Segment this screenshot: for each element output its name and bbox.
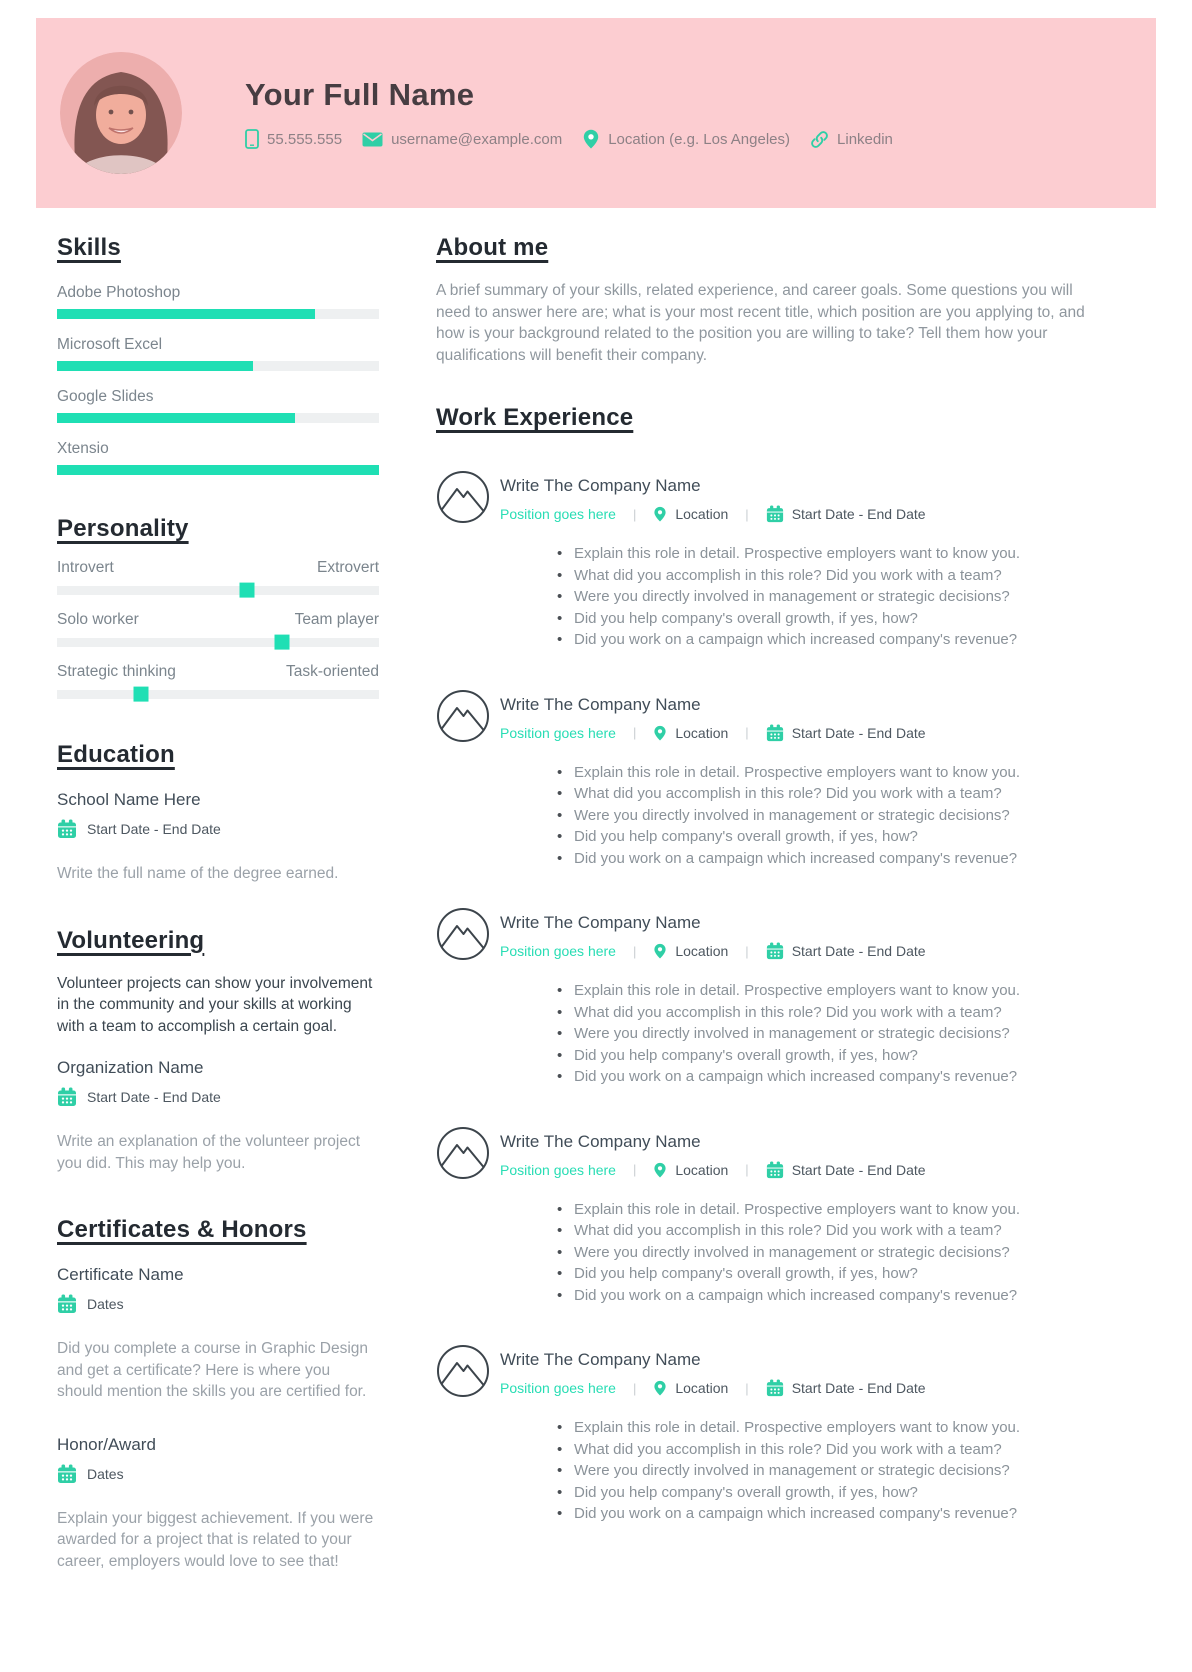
work-location (653, 943, 728, 959)
location-pin-icon (582, 129, 600, 149)
work-bullets (500, 762, 1110, 870)
work-bullet: • What did you accomplish in this role? Did you work with a team? (574, 565, 1110, 587)
company-name: Write The Company Name (500, 694, 701, 714)
work-bullets (500, 543, 1110, 651)
work-bullet: • Did you help company's overall growth, if yes, how? (574, 1482, 1110, 1504)
personality-marker[interactable] (133, 686, 148, 701)
skill-bar-track (57, 309, 379, 319)
work-entry (436, 695, 1110, 870)
certificates-section (57, 1216, 379, 1572)
date-text: Start Date - End Date (791, 943, 926, 959)
work-dates (766, 1379, 926, 1397)
work-bullet: • Did you work on a campaign which increased company's revenue? (574, 1503, 1110, 1525)
date-text: Start Date - End Date (791, 506, 926, 522)
personality-row (57, 559, 379, 595)
position-label: Position goes here (500, 724, 616, 741)
link-icon (810, 130, 829, 149)
skill-item (57, 388, 379, 423)
volunteering-dates (57, 1087, 379, 1107)
about-section (436, 234, 1110, 366)
location-text: Location (675, 943, 729, 959)
linkedin-link[interactable] (810, 130, 893, 149)
calendar-icon (57, 1087, 77, 1107)
skill-item (57, 284, 379, 319)
personality-right-label: Task-oriented (285, 663, 379, 680)
work-bullet: • What did you accomplish in this role? Did you work with a team? (574, 1220, 1110, 1242)
skill-bar-fill (57, 361, 253, 371)
phone-number: 55.555.555 (267, 130, 343, 148)
calendar-icon (57, 1294, 77, 1314)
skill-label: Adobe Photoshop (57, 284, 181, 301)
company-name: Write The Company Name (500, 1350, 701, 1369)
resume-header (36, 18, 1156, 208)
personality-left-label: Introvert (57, 559, 114, 576)
calendar-icon (766, 942, 784, 960)
volunteering-intro: Volunteer projects can show your involvement in the community and your skills at working with a team to accomplish a certain goal. (57, 974, 373, 1035)
meta-separator: | (632, 506, 637, 522)
work-bullet: • Explain this role in detail. Prospective employers want to know you. (574, 1199, 1110, 1221)
location-contact (582, 129, 790, 149)
email-icon (362, 132, 383, 147)
personality-track (57, 690, 379, 699)
location-pin-icon (653, 506, 667, 522)
left-column (57, 234, 379, 1588)
work-location (653, 1380, 728, 1396)
certificate-name: Certificate Name (57, 1265, 184, 1284)
phone-icon (245, 129, 259, 149)
personality-marker[interactable] (275, 634, 290, 649)
work-meta (500, 505, 1110, 523)
full-name: Your Full Name (245, 77, 475, 112)
meta-separator: | (745, 943, 749, 959)
work-bullet: • Explain this role in detail. Prospective employers want to know you. (574, 980, 1110, 1002)
organization-name: Organization Name (57, 1058, 204, 1077)
skill-item (57, 440, 379, 475)
work-bullet: • Did you help company's overall growth, if yes, how? (574, 1045, 1110, 1067)
work-heading: Work Experience (436, 404, 634, 431)
meta-separator: | (632, 725, 637, 740)
company-logo-icon (436, 1344, 490, 1398)
school-name: School Name Here (57, 790, 201, 809)
honor-description: Explain your biggest achievement. If you were awarded for a project that is related to your career, employers would love to see that! (57, 1509, 374, 1570)
work-bullet: • Did you work on a campaign which increased company's revenue? (574, 1285, 1110, 1307)
education-dates (57, 819, 379, 839)
work-bullets (500, 1199, 1110, 1307)
date-text: Start Date - End Date (87, 821, 221, 837)
company-logo-icon (436, 470, 490, 524)
skill-bar-fill (57, 413, 295, 423)
education-heading: Education (57, 741, 175, 768)
work-bullet: • Did you help company's overall growth, if yes, how? (574, 1263, 1110, 1285)
skill-bar-track (57, 413, 379, 423)
work-bullet: • Explain this role in detail. Prospective employers want to know you. (574, 543, 1110, 565)
date-text: Start Date - End Date (87, 1089, 221, 1105)
work-bullet: • Did you help company's overall growth, if yes, how? (574, 826, 1110, 848)
work-dates (766, 724, 926, 742)
phone-contact (245, 129, 342, 149)
meta-separator: | (745, 506, 749, 522)
personality-right-label: Extrovert (316, 559, 379, 576)
work-meta (500, 724, 1110, 742)
location-pin-icon (653, 1380, 667, 1396)
personality-section (57, 515, 379, 699)
right-column (436, 234, 1110, 1588)
location-text: Location (675, 1380, 729, 1396)
work-bullet: • Were you directly involved in management or strategic decisions? (574, 1460, 1110, 1482)
location-text: Location (675, 724, 729, 741)
date-text: Start Date - End Date (791, 1380, 926, 1396)
volunteering-heading: Volunteering (57, 926, 205, 954)
work-bullet: • Did you help company's overall growth, if yes, how? (574, 608, 1110, 630)
work-bullet: • What did you accomplish in this role? Did you work with a team? (574, 783, 1110, 805)
email-contact (362, 131, 562, 148)
location-pin-icon (653, 1162, 667, 1178)
calendar-icon (766, 1161, 784, 1179)
avatar (60, 52, 182, 174)
honor-name: Honor/Award (57, 1434, 156, 1454)
education-description: Write the full name of the degree earned. (57, 865, 339, 882)
avatar-portrait (60, 52, 182, 174)
location-text: Location (675, 506, 729, 522)
skill-bar-fill (57, 465, 379, 475)
location-text: Location (e.g. Los Angeles) (608, 130, 791, 148)
company-logo-icon (436, 689, 490, 743)
position-label: Position goes here (500, 943, 616, 959)
calendar-icon (57, 1464, 77, 1484)
work-bullet: • Did you work on a campaign which increased company's revenue? (574, 848, 1110, 870)
meta-separator: | (632, 943, 637, 959)
date-text: Start Date - End Date (791, 724, 926, 741)
company-logo-icon (436, 907, 490, 961)
work-meta (500, 1379, 1110, 1397)
skill-bar-fill (57, 309, 315, 319)
position-label: Position goes here (500, 506, 616, 522)
work-bullet: • What did you accomplish in this role? Did you work with a team? (574, 1002, 1110, 1024)
skill-item (57, 336, 379, 371)
work-bullet: • What did you accomplish in this role? Did you work with a team? (574, 1439, 1110, 1461)
work-meta (500, 942, 1110, 960)
calendar-icon (766, 1379, 784, 1397)
meta-separator: | (632, 1380, 637, 1396)
skill-label: Google Slides (57, 388, 154, 405)
skills-heading: Skills (57, 234, 121, 261)
about-text: A brief summary of your skills, related experience, and career goals. Some questions you will need to answer here are; what is your most recent title, which position are you applying to, and how is your background related to the position you are willing to take? Tell them how your qualifications will benefit their company. (436, 282, 1085, 364)
position-label: Position goes here (500, 1380, 616, 1396)
work-meta (500, 1161, 1110, 1179)
skill-label: Microsoft Excel (57, 336, 163, 353)
personality-right-label: Team player (294, 611, 379, 628)
work-bullets (500, 1417, 1110, 1525)
location-pin-icon (653, 943, 667, 959)
personality-row (57, 611, 379, 647)
calendar-icon (766, 724, 784, 742)
work-bullet: • Did you work on a campaign which increased company's revenue? (574, 629, 1110, 651)
linkedin-text[interactable]: Linkedin (837, 130, 893, 148)
meta-separator: | (632, 1162, 637, 1177)
about-heading: About me (436, 234, 549, 261)
date-text: Dates (87, 1296, 124, 1312)
date-text: Start Date - End Date (791, 1161, 926, 1178)
contact-row (245, 129, 893, 149)
certificates-heading: Certificates & Honors (57, 1216, 307, 1243)
skill-bar-track (57, 465, 379, 475)
meta-separator: | (745, 725, 749, 740)
work-bullet: • Were you directly involved in management or strategic decisions? (574, 586, 1110, 608)
education-section (57, 741, 379, 885)
personality-marker[interactable] (239, 582, 254, 597)
position-label: Position goes here (500, 1161, 616, 1178)
work-location (653, 725, 728, 741)
work-entry (436, 476, 1110, 651)
work-dates (766, 942, 926, 960)
work-bullet: • Were you directly involved in management or strategic decisions? (574, 1023, 1110, 1045)
location-pin-icon (653, 725, 667, 741)
work-bullet: • Were you directly involved in management or strategic decisions? (574, 805, 1110, 827)
certificate-dates (57, 1294, 379, 1314)
meta-separator: | (745, 1162, 749, 1177)
work-dates (766, 505, 926, 523)
volunteering-description: Write an explanation of the volunteer project you did. This may help you. (57, 1133, 361, 1172)
work-entry (436, 913, 1110, 1088)
work-bullet: • Explain this role in detail. Prospective employers want to know you. (574, 762, 1110, 784)
honor-dates (57, 1464, 379, 1484)
email-address: username@example.com (391, 130, 563, 148)
personality-left-label: Solo worker (57, 611, 139, 628)
personality-heading: Personality (57, 515, 189, 542)
work-location (653, 506, 728, 522)
certificate-description: Did you complete a course in Graphic Design and get a certificate? Here is where you should mention the skills you are certified for. (57, 1340, 369, 1400)
personality-left-label: Strategic thinking (57, 663, 176, 680)
skill-label: Xtensio (57, 440, 109, 457)
date-text: Dates (87, 1465, 124, 1482)
company-name: Write The Company Name (500, 476, 701, 495)
work-entry (436, 1132, 1110, 1307)
work-entry (436, 1350, 1110, 1525)
calendar-icon (766, 505, 784, 523)
personality-row (57, 663, 379, 699)
work-bullet: • Did you work on a campaign which increased company's revenue? (574, 1066, 1110, 1088)
meta-separator: | (745, 1380, 749, 1396)
calendar-icon (57, 819, 77, 839)
volunteering-section (57, 927, 379, 1175)
company-name: Write The Company Name (500, 913, 701, 932)
location-text: Location (675, 1161, 729, 1178)
personality-track (57, 586, 379, 595)
skills-section (57, 234, 379, 475)
personality-track (57, 638, 379, 647)
work-bullets (500, 980, 1110, 1088)
company-logo-icon (436, 1126, 490, 1180)
company-name: Write The Company Name (500, 1131, 701, 1151)
work-location (653, 1162, 728, 1178)
work-section (436, 404, 1110, 1525)
work-bullet: • Explain this role in detail. Prospective employers want to know you. (574, 1417, 1110, 1439)
skill-bar-track (57, 361, 379, 371)
work-bullet: • Were you directly involved in management or strategic decisions? (574, 1242, 1110, 1264)
work-dates (766, 1161, 926, 1179)
